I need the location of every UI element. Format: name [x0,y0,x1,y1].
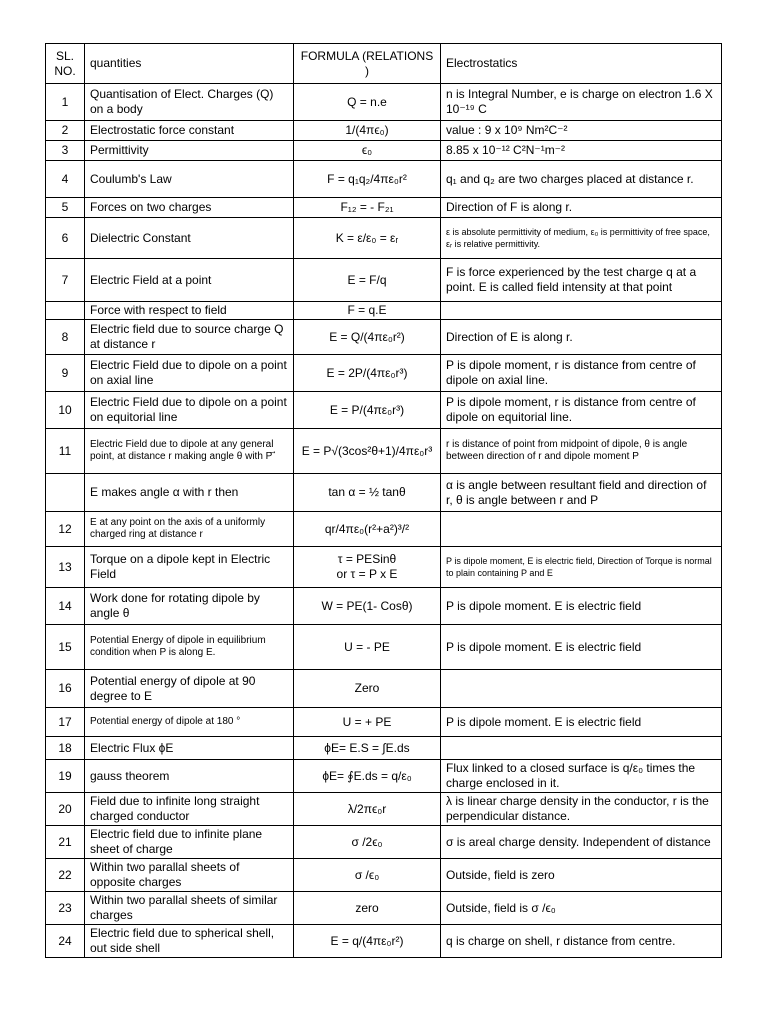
header-description: Electrostatics [441,44,722,84]
row-description: q₁ and q₂ are two charges placed at distance r. [441,161,722,198]
row-formula: U = - PE [294,625,441,670]
row-quantity: Electrostatic force constant [85,121,294,141]
row-description: ε is absolute permittivity of medium, ε₀ is permittivity of free space, εᵣ is relative permittivity. [441,218,722,259]
row-quantity: Electric Field at a point [85,259,294,302]
row-quantity: Electric Flux ϕE [85,737,294,760]
row-description: value : 9 x 10⁹ Nm²C⁻² [441,121,722,141]
row-sl-no: 15 [46,625,85,670]
row-sl-no: 1 [46,84,85,121]
row-quantity: Potential energy of dipole at 180 ° [85,708,294,737]
row-sl-no [46,474,85,512]
table-row [46,218,722,259]
row-description: Outside, field is zero [441,859,722,892]
row-quantity: Electric Field due to dipole at any general point, at distance r making angle θ with P ⃗ [85,429,294,474]
row-sl-no: 13 [46,547,85,588]
row-quantity: Forces on two charges [85,198,294,218]
table-row [46,625,722,670]
row-formula: 1/(4πϵ₀) [294,121,441,141]
row-sl-no: 6 [46,218,85,259]
row-description: F is force experienced by the test charge q at a point. E is called field intensity at that point [441,259,722,302]
row-formula: K = ε/ε₀ = εᵣ [294,218,441,259]
row-sl-no: 23 [46,892,85,925]
row-quantity: Within two parallal sheets of opposite charges [85,859,294,892]
row-sl-no: 16 [46,670,85,708]
table-row [46,737,722,760]
row-description: n is Integral Number, e is charge on electron 1.6 X 10⁻¹⁹ C [441,84,722,121]
row-description: P is dipole moment, r is distance from centre of dipole on equitorial line. [441,392,722,429]
row-formula: F = q₁q₂/4πε₀r² [294,161,441,198]
row-formula: E = P√(3cos²θ+1)/4πε₀r³ [294,429,441,474]
table-row [46,259,722,302]
row-sl-no: 21 [46,826,85,859]
row-sl-no: 7 [46,259,85,302]
row-formula: E = F/q [294,259,441,302]
table-row [46,793,722,826]
row-description: r is distance of point from midpoint of dipole, θ is angle between direction of r and dipole moment P [441,429,722,474]
row-description: σ is areal charge density. Independent of distance [441,826,722,859]
row-formula: zero [294,892,441,925]
row-quantity: Electric Field due to dipole on a point on axial line [85,355,294,392]
row-sl-no: 10 [46,392,85,429]
table-row [46,121,722,141]
row-formula: σ /2ϵ₀ [294,826,441,859]
table-row [46,84,722,121]
row-formula: τ = PESinθ or τ = P x E [294,547,441,588]
row-description [441,302,722,320]
table-row [46,320,722,355]
row-description [441,670,722,708]
row-description: Direction of F is along r. [441,198,722,218]
row-sl-no: 9 [46,355,85,392]
row-sl-no: 24 [46,925,85,958]
row-quantity: E makes angle α with r then [85,474,294,512]
table-row [46,892,722,925]
table-row [46,588,722,625]
header-quantities: quantities [85,44,294,84]
row-formula: ϕE= ∮E.ds = q/ε₀ [294,760,441,793]
electrostatics-formula-table [45,43,722,958]
row-description: P is dipole moment, E is electric field, Direction of Torque is normal to plain containing P and E [441,547,722,588]
row-sl-no: 12 [46,512,85,547]
row-formula: F₁₂ = - F₂₁ [294,198,441,218]
row-formula: Zero [294,670,441,708]
row-sl-no: 8 [46,320,85,355]
row-quantity: Work done for rotating dipole by angle θ [85,588,294,625]
row-quantity: Electric Field due to dipole on a point on equitorial line [85,392,294,429]
row-sl-no: 20 [46,793,85,826]
row-quantity: gauss theorem [85,760,294,793]
row-description: α is angle between resultant field and direction of r, θ is angle between r and P [441,474,722,512]
table-row [46,429,722,474]
table-row [46,760,722,793]
table-row [46,670,722,708]
row-formula: U = + PE [294,708,441,737]
row-sl-no: 3 [46,141,85,161]
row-sl-no: 4 [46,161,85,198]
row-description: P is dipole moment. E is electric field [441,708,722,737]
row-description: Outside, field is σ /ϵ₀ [441,892,722,925]
row-description: P is dipole moment. E is electric field [441,588,722,625]
row-description [441,512,722,547]
row-sl-no: 18 [46,737,85,760]
table-row [46,161,722,198]
row-quantity: Electric field due to infinite plane sheet of charge [85,826,294,859]
row-formula: ϕE= E.S = ∫E.ds [294,737,441,760]
row-description: 8.85 x 10⁻¹² C²N⁻¹m⁻² [441,141,722,161]
row-quantity: Field due to infinite long straight charged conductor [85,793,294,826]
row-description: λ is linear charge density in the conductor, r is the perpendicular distance. [441,793,722,826]
row-formula: E = 2P/(4πε₀r³) [294,355,441,392]
row-quantity: Dielectric Constant [85,218,294,259]
row-sl-no: 14 [46,588,85,625]
table-row [46,141,722,161]
row-formula: Q = n.e [294,84,441,121]
row-description: Flux linked to a closed surface is q/ε₀ times the charge enclosed in it. [441,760,722,793]
header-sl-no: SL. NO. [46,44,85,84]
row-formula: tan α = ½ tanθ [294,474,441,512]
table-row [46,826,722,859]
row-quantity: Electric field due to source charge Q at distance r [85,320,294,355]
row-description: q is charge on shell, r distance from centre. [441,925,722,958]
row-sl-no: 5 [46,198,85,218]
row-formula: F = q.E [294,302,441,320]
row-quantity: Torque on a dipole kept in Electric Field [85,547,294,588]
header-row [46,44,722,84]
table-row [46,512,722,547]
row-description: P is dipole moment, r is distance from centre of dipole on axial line. [441,355,722,392]
row-quantity: Force with respect to field [85,302,294,320]
row-formula: qr/4πε₀(r²+a²)³/² [294,512,441,547]
table-row [46,474,722,512]
table-row [46,925,722,958]
row-quantity: Potential energy of dipole at 90 degree to E [85,670,294,708]
row-formula: ϵ₀ [294,141,441,161]
row-sl-no: 19 [46,760,85,793]
row-quantity: Electric field due to spherical shell, out side shell [85,925,294,958]
table-row [46,198,722,218]
table-row [46,708,722,737]
row-quantity: Within two parallal sheets of similar charges [85,892,294,925]
row-quantity: Potential Energy of dipole in equilibrium condition when P is along E. [85,625,294,670]
table-row [46,302,722,320]
row-formula: λ/2πϵ₀r [294,793,441,826]
row-sl-no: 22 [46,859,85,892]
row-sl-no: 2 [46,121,85,141]
row-formula: E = P/(4πε₀r³) [294,392,441,429]
row-sl-no: 11 [46,429,85,474]
row-sl-no [46,302,85,320]
row-formula: E = q/(4πε₀r²) [294,925,441,958]
row-quantity: E at any point on the axis of a uniformly charged ring at distance r [85,512,294,547]
row-quantity: Quantisation of Elect. Charges (Q) on a body [85,84,294,121]
row-formula: E = Q/(4πε₀r²) [294,320,441,355]
row-quantity: Coulumb's Law [85,161,294,198]
header-formula: FORMULA (RELATIONS ) [294,44,441,84]
row-description [441,737,722,760]
table-row [46,392,722,429]
row-formula: σ /ϵ₀ [294,859,441,892]
table-row [46,355,722,392]
table-row [46,547,722,588]
row-description: P is dipole moment. E is electric field [441,625,722,670]
row-sl-no: 17 [46,708,85,737]
row-quantity: Permittivity [85,141,294,161]
table-row [46,859,722,892]
row-description: Direction of E is along r. [441,320,722,355]
row-formula: W = PE(1- Cosθ) [294,588,441,625]
